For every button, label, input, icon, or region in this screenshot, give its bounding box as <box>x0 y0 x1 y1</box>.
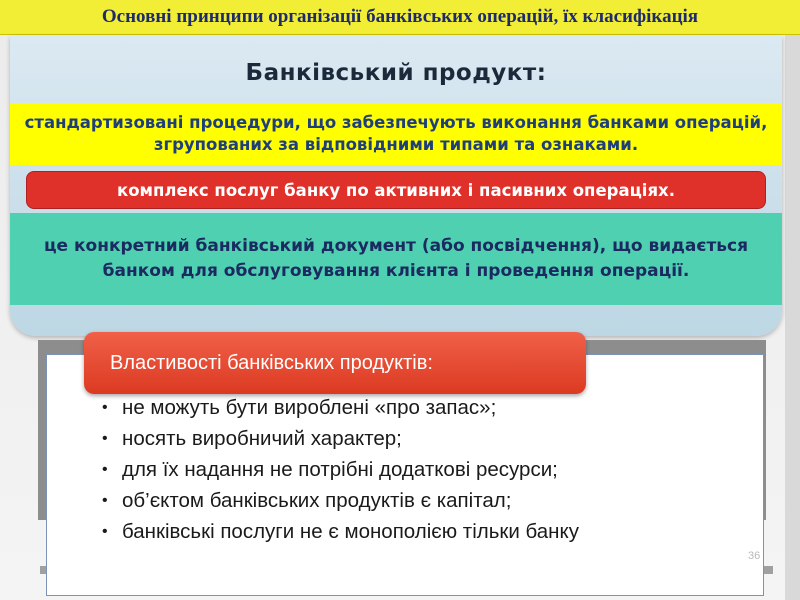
list-item-text: носять виробничий характер; <box>122 427 402 450</box>
bullet-icon: • <box>102 461 108 478</box>
list-item-text: не можуть бути вироблені «про запас»; <box>122 396 497 419</box>
list-item <box>96 427 736 451</box>
right-edge-strip <box>785 35 800 600</box>
definition-box-2 <box>26 171 766 209</box>
page-number: 36 <box>748 550 761 562</box>
list-item <box>96 520 736 544</box>
list-item <box>96 458 736 482</box>
header-bar <box>0 0 800 35</box>
bullet-icon: • <box>102 523 108 540</box>
list-item <box>96 396 736 420</box>
panel-title: Банківський продукт: <box>245 60 547 86</box>
list-item <box>96 489 736 513</box>
list-item-text: для їх надання не потрібні додаткові ресурси; <box>122 458 558 481</box>
definition-box-1 <box>10 103 782 165</box>
bullet-icon: • <box>102 399 108 416</box>
properties-title: Властивості банківських продуктів: <box>110 351 433 374</box>
bullet-icon: • <box>102 430 108 447</box>
properties-list <box>96 396 736 551</box>
definition-text-3: це конкретний банківський документ (або посвідчення), що видається банком для обслуговування клієнта і проведення операції. <box>43 236 749 281</box>
list-item-text: об’єктом банківських продуктів є капітал; <box>122 489 512 512</box>
definition-box-3 <box>10 213 782 305</box>
bullet-icon: • <box>102 492 108 509</box>
definition-text-1: стандартизовані процедури, що забезпечують виконання банками операцій, згрупованих за відповідними типами та ознаками. <box>24 113 768 154</box>
definition-text-2: комплекс послуг банку по активних і пасивних операціях. <box>117 180 675 200</box>
list-item-text: банківські послуги не є монополією тільки банку <box>122 520 579 543</box>
slide-title: Основні принципи організації банківських операцій, їх класифікація <box>101 6 699 27</box>
properties-title-label <box>84 332 586 394</box>
